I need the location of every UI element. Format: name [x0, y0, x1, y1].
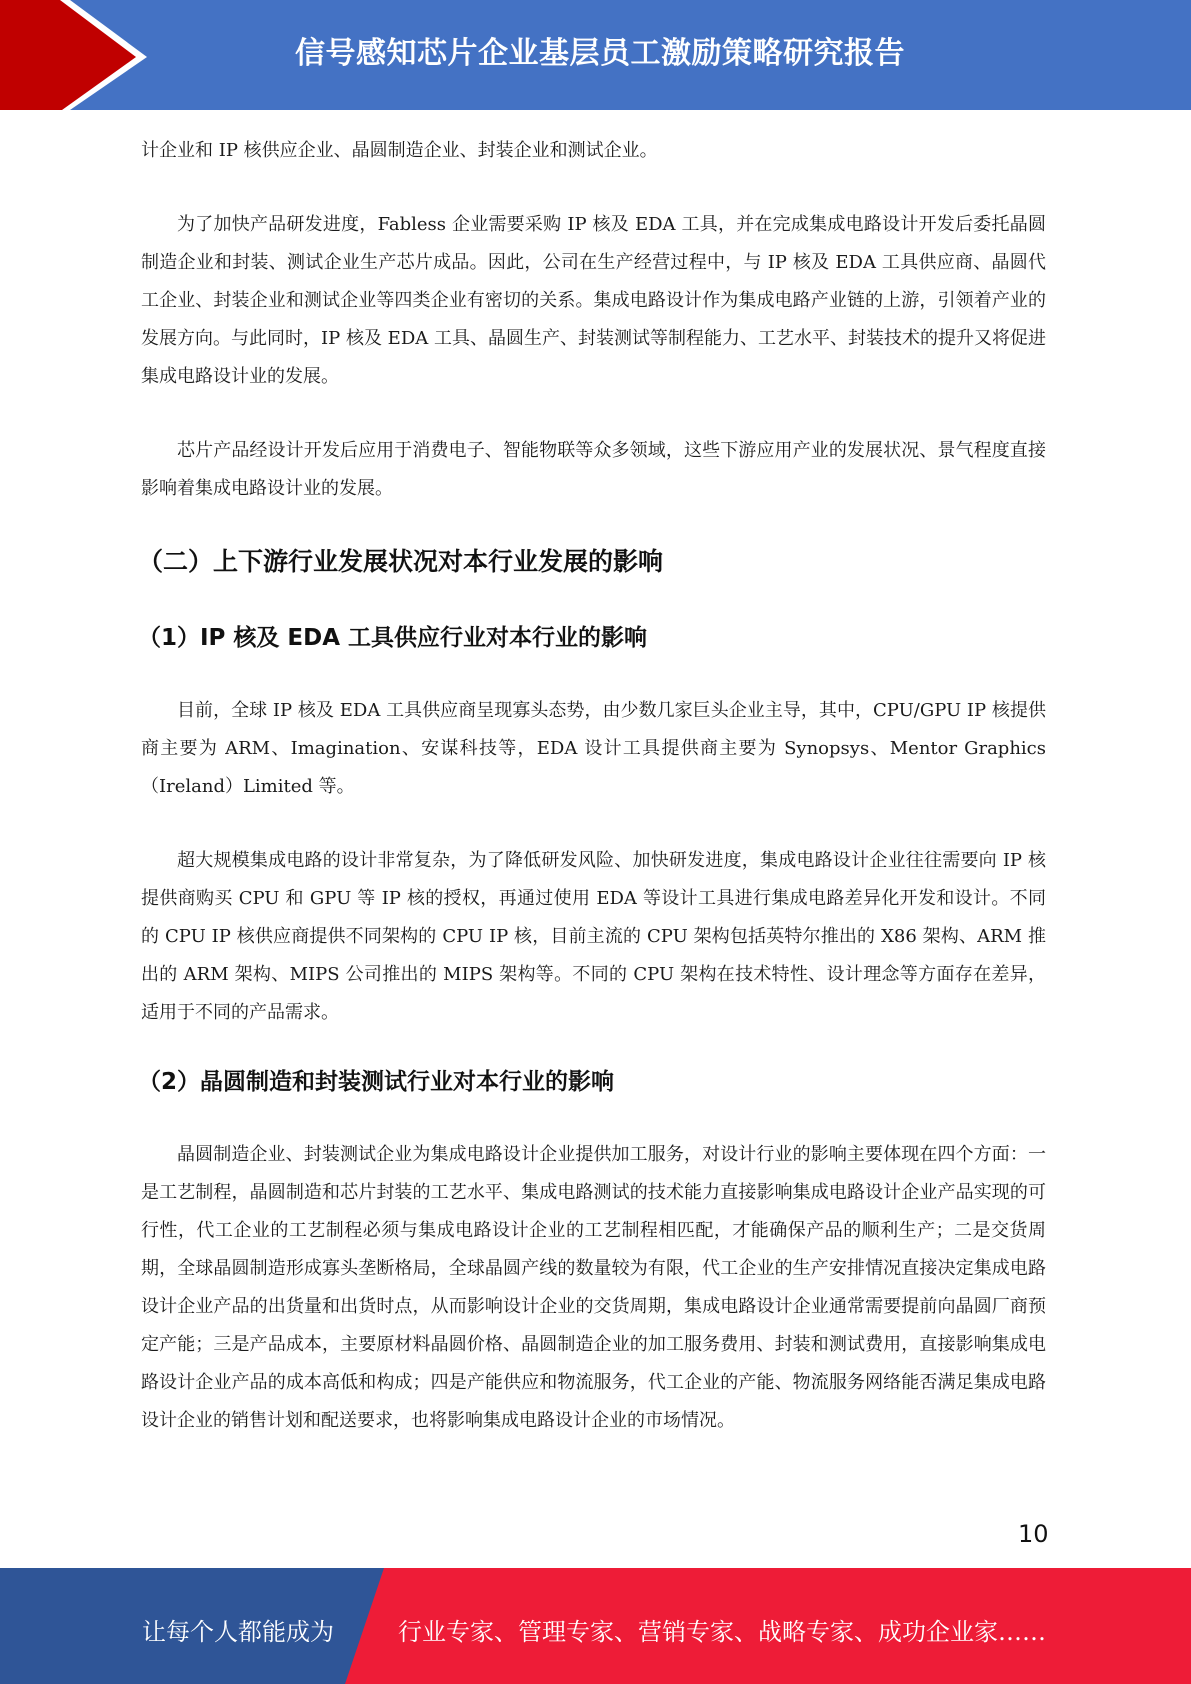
document-title: 信号感知芯片企业基层员工激励策略研究报告: [295, 36, 905, 71]
page-number: 10: [1018, 1520, 1049, 1548]
footer-slogan-right: 行业专家、管理专家、营销专家、战略专家、成功企业家……: [398, 1618, 1046, 1646]
section-heading: （二）上下游行业发展状况对本行业发展的影响: [138, 547, 664, 576]
footer-slogan-left: 让每个人都能成为: [142, 1618, 334, 1646]
red-arrow-shape: [0, 0, 136, 110]
page-content: [138, 132, 1046, 1440]
paragraph-cpu-architectures: 超大规模集成电路的设计非常复杂，为了降低研发风险、加快研发进度，集成电路设计企业往往需要向 IP 核提供商购买 CPU 和 GPU 等 IP 核的授权，再通过使用 EDA 等设计工具进行集成电路差异化开发和设计。不同的 CPU IP 核供应商提供不同架构的 CPU IP 核，目前主流的 CPU 架构包括英特尔推出的 X86 架构、ARM 推出的 ARM 架构、MIPS 公司推出的 MIPS 架构等。不同的 CPU 架构在技术特性、设计理念等方面存在差异，适用于不同的产品需求。: [141, 850, 1046, 1023]
paragraph-downstream-applications: 芯片产品经设计开发后应用于消费电子、智能物联等众多领域，这些下游应用产业的发展状况、景气程度直接影响着集成电路设计业的发展。: [141, 440, 1046, 499]
subsection-heading-ip-eda: （1）IP 核及 EDA 工具供应行业对本行业的影响: [138, 625, 648, 651]
paragraph-ip-eda-vendors: 目前，全球 IP 核及 EDA 工具供应商呈现寡头态势，由少数几家巨头企业主导，其中，CPU/GPU IP 核提供商主要为 ARM、Imagination、安谋科技等，EDA 设计工具提供商主要为 Synopsys、Mentor Graphics（Ireland）Limited 等。: [141, 700, 1046, 797]
page-header: [0, 0, 1191, 110]
paragraph-continuation: 计企业和 IP 核供应企业、晶圆制造企业、封装企业和测试企业。: [141, 140, 658, 161]
page-footer: [0, 1568, 1191, 1684]
subsection-heading-wafer-packaging: （2）晶圆制造和封装测试行业对本行业的影响: [138, 1069, 615, 1095]
paragraph-fabless-procurement: 为了加快产品研发进度，Fabless 企业需要采购 IP 核及 EDA 工具，并在完成集成电路设计开发后委托晶圆制造企业和封装、测试企业生产芯片成品。因此，公司在生产经营过程中，与 IP 核及 EDA 工具供应商、晶圆代工企业、封装企业和测试企业等四类企业有密切的关系。集成电路设计作为集成电路产业链的上游，引领着产业的发展方向。与此同时，IP 核及 EDA 工具、晶圆生产、封装测试等制程能力、工艺水平、封装技术的提升又将促进集成电路设计业的发展。: [141, 214, 1046, 387]
paragraph-wafer-packaging-impact: 晶圆制造企业、封装测试企业为集成电路设计企业提供加工服务，对设计行业的影响主要体现在四个方面：一是工艺制程，晶圆制造和芯片封装的工艺水平、集成电路测试的技术能力直接影响集成电路设计企业产品实现的可行性，代工企业的工艺制程必须与集成电路设计企业的工艺制程相匹配，才能确保产品的顺利生产；二是交货周期，全球晶圆制造形成寡头垄断格局，全球晶圆产线的数量较为有限，代工企业的生产安排情况直接决定集成电路设计企业产品的出货量和出货时点，从而影响设计企业的交货周期，集成电路设计企业通常需要提前向晶圆厂商预定产能；三是产品成本，主要原材料晶圆价格、晶圆制造企业的加工服务费用、封装和测试费用，直接影响集成电路设计企业产品的成本高低和构成；四是产能供应和物流服务，代工企业的产能、物流服务网络能否满足集成电路设计企业的销售计划和配送要求，也将影响集成电路设计企业的市场情况。: [141, 1144, 1046, 1431]
header-arrow-decoration: [0, 0, 200, 110]
